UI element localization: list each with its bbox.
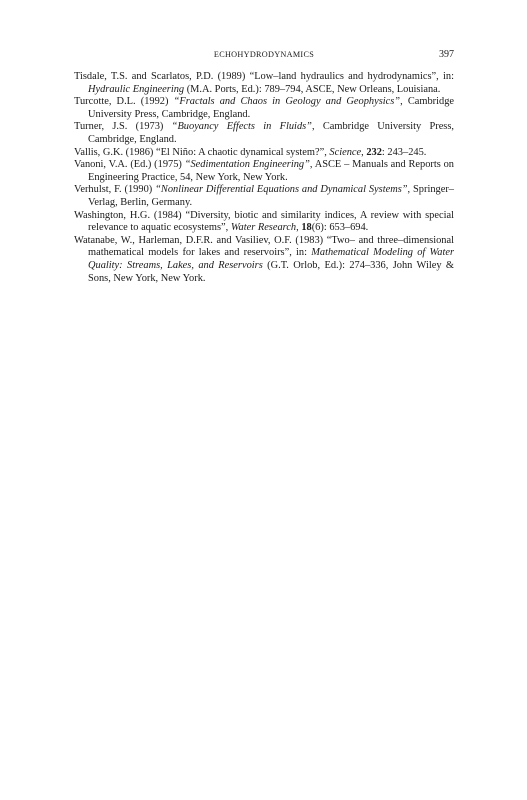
ref-publication-details: , ASCE – Manuals and Reports on Engineering Practice, 54, New York, New York. <box>88 159 455 183</box>
ref-book-title: “Nonlinear Differential Equations and Dynamical Systems” <box>155 184 408 196</box>
reference-watanabe-1983 <box>74 235 454 285</box>
ref-publication-details: (G.T. Orlob, Ed.): 274–336, John Wiley & Sons, New York, New York. <box>88 259 454 284</box>
ref-publication-details: , Springer–Verlag, Berlin, Germany. <box>88 184 454 208</box>
reference-vanoni-1975 <box>74 159 454 184</box>
ref-journal-name: Science <box>329 146 362 158</box>
ref-authors-year: Watanabe, W., Harleman, D.F.R. and Vasiliev, O.F. (1983) <box>74 234 327 246</box>
ref-authors-year: Tisdale, T.S. and Scarlatos, P.D. (1989) <box>74 71 250 82</box>
ref-book-title: “Buoyancy Effects in Fluids” <box>171 121 312 133</box>
reference-list <box>74 71 454 285</box>
ref-article-title: “Diversity, biotic and similarity indices, A review with special relevance to aquatic ecosystems”, <box>88 209 454 234</box>
page-number: 397 <box>439 49 454 60</box>
ref-publication-details: , Cambridge University Press, Cambridge, England. <box>88 96 454 120</box>
ref-authors-year: Verhulst, F. (1990) <box>74 184 156 196</box>
ref-separator: , <box>296 222 302 234</box>
ref-publication-details: : 243–245. <box>381 146 427 158</box>
ref-publication-details: , Cambridge University Press, Cambridge, England. <box>88 121 454 145</box>
running-head <box>74 50 454 64</box>
reference-tisdale-1989 <box>74 71 454 96</box>
ref-publication-details: (M.A. Ports, Ed.): 789–794, ASCE, New Orleans, Louisiana. <box>184 83 441 95</box>
ref-book-title: “Fractals and Chaos in Geology and Geophysics” <box>173 96 401 108</box>
reference-turner-1973 <box>74 121 454 146</box>
ref-volume: 232 <box>366 146 382 158</box>
ref-authors-year: Vanoni, V.A. (Ed.) (1975) <box>74 159 185 171</box>
ref-authors-year: Washington, H.G. (1984) <box>74 209 186 221</box>
ref-authors-year: Turner, J.S. (1973) <box>74 121 172 133</box>
ref-article-title: “Low–land hydraulics and hydrodynamics”, in: <box>249 71 454 82</box>
ref-book-title: Mathematical Modeling of Water Quality: Streams, Lakes, and Reservoirs <box>88 247 454 271</box>
reference-verhulst-1990 <box>74 184 454 209</box>
ref-article-title: “Two– and three–dimensional mathematical models for lakes and reservoirs”, in: <box>88 234 454 259</box>
ref-journal-name: Water Research <box>230 222 297 234</box>
running-title: ECHOHYDRODYNAMICS <box>213 50 315 59</box>
ref-article-title: “El Niño: A chaotic dynamical system?”, <box>155 146 330 158</box>
reference-washington-1984 <box>74 210 454 235</box>
ref-authors-year: Vallis, G.K. (1986) <box>74 146 156 158</box>
ref-book-title: Hydraulic Engineering <box>88 83 185 95</box>
ref-publication-details: (6): 653–694. <box>311 222 369 234</box>
reference-vallis-1986 <box>74 147 454 160</box>
ref-separator: , <box>361 146 367 158</box>
ref-volume: 18 <box>301 222 312 234</box>
ref-authors-year: Turcotte, D.L. (1992) <box>74 96 174 108</box>
ref-book-title: “Sedimentation Engineering” <box>184 159 310 171</box>
reference-turcotte-1992 <box>74 96 454 121</box>
